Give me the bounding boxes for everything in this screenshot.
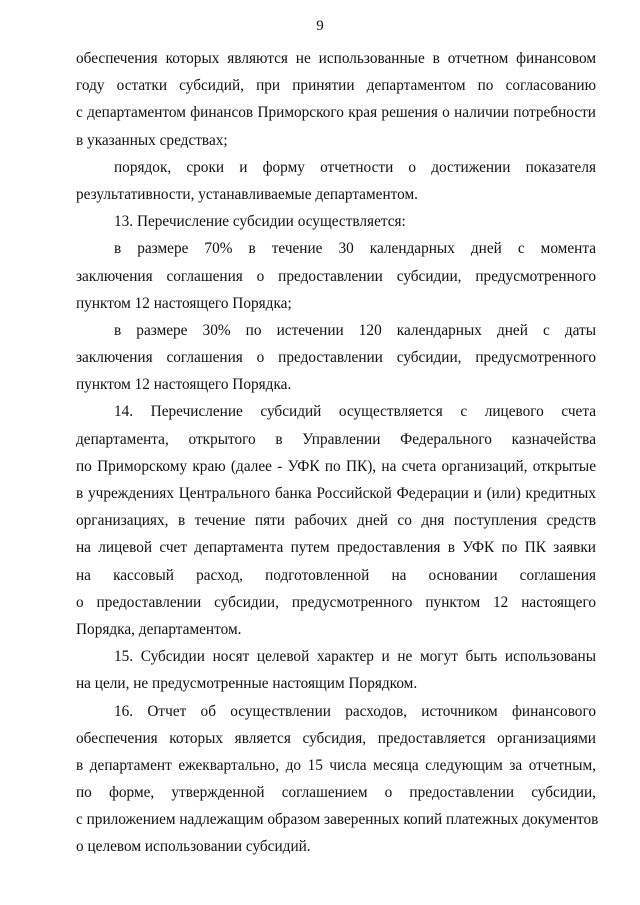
text-line: обеспечения которых является субсидия, предоставляется организациями [76,729,596,747]
text-line: в размере 30% по истечении 120 календарных дней с даты [114,321,596,339]
paragraph [76,154,596,208]
paragraph [76,235,596,317]
paragraph [76,698,599,861]
text-line: заключения соглашения о предоставлении субсидии, предусмотренного [76,349,596,367]
text-line: на кассовый расход, подготовленной на основании соглашения [76,566,596,584]
text-line: Порядка, департаментом. [76,620,242,638]
text-line: 15. Субсидии носят целевой характер и не могут быть использованы [114,648,596,666]
text-line: на лицевой счет департамента путем предоставления в УФК по ПК заявки [76,539,596,557]
text-line: в размере 70% в течение 30 календарных дней с момента [114,240,596,258]
text-line: по Приморскому краю (далее - УФК по ПК), на счета организаций, открытые [76,457,596,475]
text-line: пунктом 12 настоящего Порядка; [76,294,292,312]
text-line: в учреждениях Центрального банка Российской Федерации и (или) кредитных [76,485,596,502]
text-line: в указанных средствах; [76,131,228,149]
text-line: о целевом использовании субсидий. [76,838,311,856]
text-line: организациях, в течение пяти рабочих дней со дня поступления средств [76,512,596,530]
text-line: на цели, не предусмотренные настоящим Порядком. [76,675,418,693]
paragraph [76,45,596,154]
text-line: году остатки субсидий, при принятии департаментом по согласованию [76,77,596,95]
text-line: о предоставлении субсидии, предусмотренного пунктом 12 настоящего [76,593,596,611]
text-line: по форме, утвержденной соглашением о предоставлении субсидии, [76,784,596,802]
paragraph [76,643,596,697]
text-line: результативности, устанавливаемые департаментом. [76,185,418,203]
page-number: 9 [316,18,324,34]
paragraph [76,317,596,399]
text-line: департамента, открытого в Управлении Федерального казначейства [76,430,596,448]
text-line: 13. Перечисление субсидии осуществляется: [114,213,406,231]
text-line: 16. Отчет об осуществлении расходов, источником финансового [114,702,596,720]
text-line: порядок, сроки и форму отчетности о достижении показателя [114,158,596,176]
text-line: заключения соглашения о предоставлении субсидии, предусмотренного [76,267,596,285]
document-body [76,45,599,861]
text-line: с приложением надлежащим образом заверенных копий платежных документов [76,811,599,829]
text-line: 14. Перечисление субсидий осуществляется с лицевого счета [114,403,596,421]
paragraph [76,398,596,643]
text-line: обеспечения которых являются не использованные в отчетном финансовом [76,50,596,67]
text-line: в департамент ежеквартально, до 15 числа месяца следующим за отчетным, [76,756,596,774]
text-line: с департаментом финансов Приморского края решения о наличии потребности [76,104,596,122]
text-line: пунктом 12 настоящего Порядка. [76,376,292,394]
paragraph [76,208,596,235]
